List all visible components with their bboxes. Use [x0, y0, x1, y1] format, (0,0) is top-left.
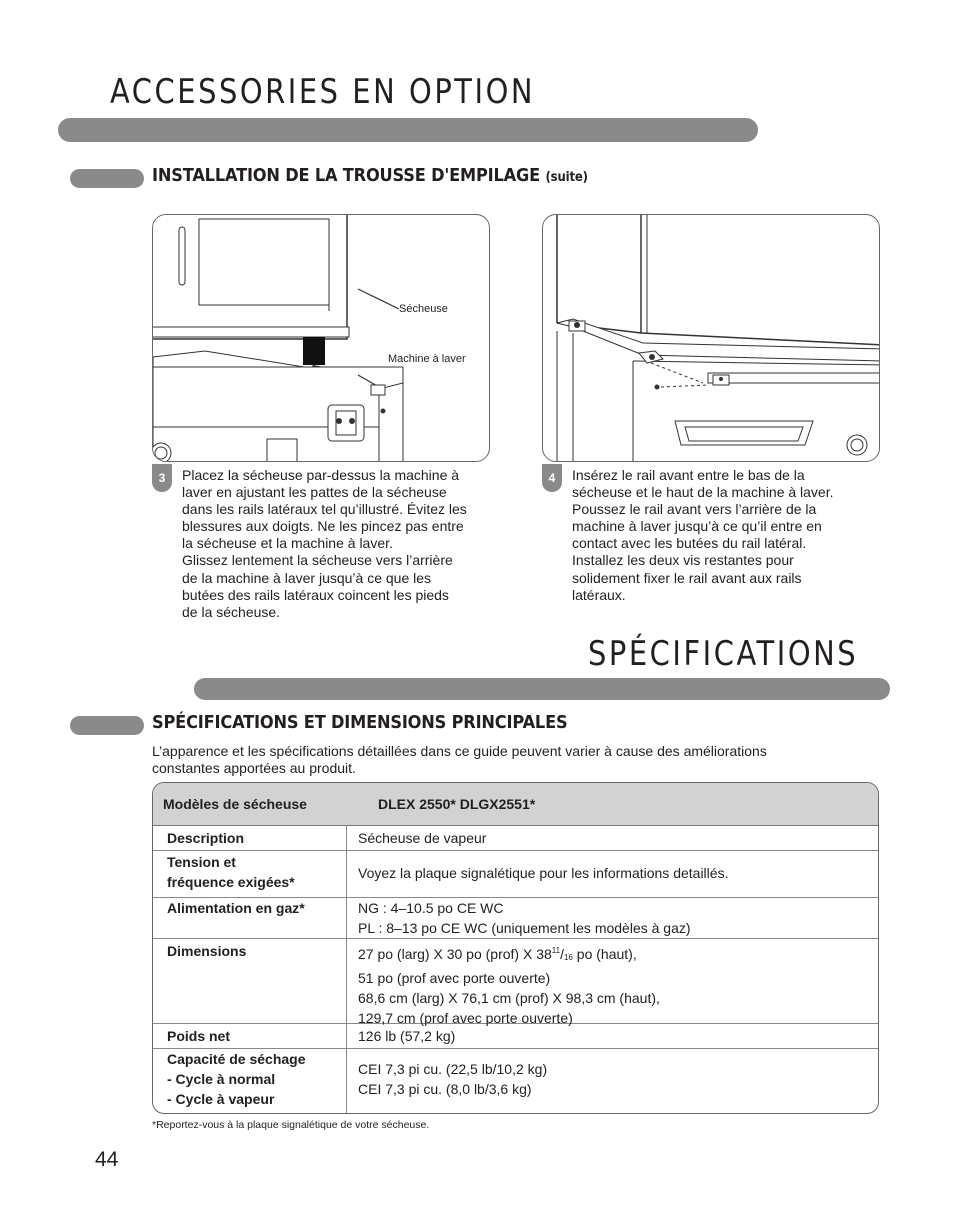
table-row: [153, 826, 878, 851]
specs-intro: L’apparence et les spécifications détaillées dans ce guide peuvent varier à cause des améliorations constantes apportées au produit.: [152, 743, 767, 776]
step-number-4: 4: [542, 464, 562, 492]
row-value: 126 lb (57,2 kg): [358, 1028, 456, 1044]
row-label: Capacité de séchage - Cycle à normal - Cycle à vapeur: [167, 1051, 306, 1107]
row-label: Dimensions: [167, 943, 247, 959]
footnote: *Reportez-vous à la plaque signalétique de votre sécheuse.: [152, 1119, 430, 1131]
table-row: [153, 851, 878, 898]
step3-text: Placez la sécheuse par-dessus la machine à laver en ajustant les pattes de la sécheuse dans les rails latéraux tel qu’illustré. Évitez les blessures aux doigts. Ne les pincez pas entre la sécheuse et la machine à laver. Glissez lentement la sécheuse vers l’arrière de la machine à laver jusqu’à ce que les butées des rails latéraux coincent les pieds de la sécheuse.: [182, 467, 467, 620]
table-row: [153, 898, 878, 939]
row-value: Sécheuse de vapeur: [358, 830, 487, 846]
row-label: Tension et fréquence exigées*: [167, 854, 295, 890]
row-value: Voyez la plaque signalétique pour les informations detaillés.: [358, 865, 729, 881]
header-models: DLEX 2550* DLGX2551*: [378, 796, 536, 812]
page-number: 44: [95, 1148, 119, 1171]
figure-step4-illustration: [542, 214, 880, 462]
install-heading: INSTALLATION DE LA TROUSSE D'EMPILAGE (suite): [152, 165, 588, 186]
table-row: [153, 1049, 878, 1113]
specs-heading: SPÉCIFICATIONS ET DIMENSIONS PRINCIPALES: [152, 712, 568, 733]
table-row: [153, 939, 878, 1024]
page-title-specifications: SPÉCIFICATIONS: [588, 634, 859, 674]
row-label: Poids net: [167, 1028, 231, 1044]
dryer-on-washer-drawing: [153, 215, 489, 461]
title-underline-bar: [58, 118, 758, 142]
header-label: Modèles de sécheuse: [163, 796, 307, 812]
step4-text: Insérez le rail avant entre le bas de la sécheuse et le haut de la machine à laver. Poussez le rail avant vers l’arrière de la machine à laver jusqu’à ce qu’il entre en contact avec les butées du rail latéral. Installez les deux vis restantes pour solidement fixer le rail avant aux rails latéraux.: [572, 467, 834, 603]
row-label: Description: [167, 830, 245, 846]
specs-table: [152, 782, 879, 1114]
step-number-3: 3: [152, 464, 172, 492]
row-label: Alimentation en gaz*: [167, 900, 305, 916]
specs-title-bar: [194, 678, 890, 700]
table-row: [153, 1024, 878, 1049]
section-marker: [70, 716, 144, 735]
label-washer: Machine à laver: [388, 353, 466, 365]
row-value: CEI 7,3 pi cu. (22,5 lb/10,2 kg) CEI 7,3 pi cu. (8,0 lb/3,6 kg): [358, 1061, 548, 1097]
figure-step3-illustration: [152, 214, 490, 462]
label-dryer: Sécheuse: [399, 303, 448, 315]
row-value: 27 po (larg) X 30 po (prof) X $38^{11}/_{16}$ po (haut), 51 po (prof avec porte ouverte) 68,6 cm (larg) X 76,1 cm (prof) X 98,3 cm (haut), 129,7 cm (prof avec porte ouverte): [358, 946, 660, 1026]
table-header: [153, 783, 878, 826]
page-title-accessories: ACCESSORIES EN OPTION: [110, 72, 536, 112]
row-value: NG : 4–10.5 po CE WC PL : 8–13 po CE WC (uniquement les modèles à gaz): [358, 900, 691, 936]
front-rail-drawing: [543, 215, 879, 461]
section-marker: [70, 169, 144, 188]
